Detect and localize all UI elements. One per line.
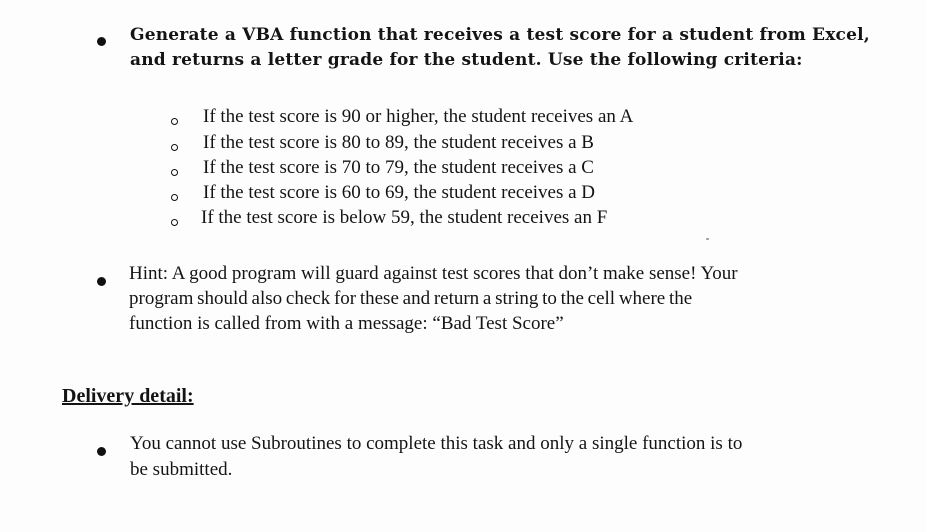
- delivery-line-1: You cannot use Subroutines to complete this task and only a single function is to: [130, 433, 743, 454]
- bullet-hint: [97, 277, 106, 286]
- bullet-delivery: [97, 447, 106, 456]
- task-line-1: Generate a VBA function that receives a test score for a student from Excel,: [130, 25, 870, 45]
- criteria-bullet-5: [171, 219, 178, 226]
- hint-line-2: program should also check for these and return a string to the cell where the: [129, 288, 693, 309]
- delivery-line-2: be submitted.: [130, 459, 233, 480]
- criteria-bullet-1: [171, 118, 178, 125]
- criteria-item-3: If the test score is 70 to 79, the student receives a C: [203, 157, 594, 178]
- hint-line-3: function is called from with a message: “Bad Test Score”: [129, 313, 564, 334]
- criteria-item-4: If the test score is 60 to 69, the student receives a D: [203, 182, 596, 203]
- scan-speck: [706, 238, 709, 240]
- hint-line-1: Hint: A good program will guard against test scores that don’t make sense! Your: [129, 263, 738, 284]
- criteria-bullet-4: [171, 194, 178, 201]
- criteria-item-5: If the test score is below 59, the student receives an F: [201, 207, 608, 228]
- criteria-item-2: If the test score is 80 to 89, the student receives a B: [203, 132, 594, 153]
- task-line-2: and returns a letter grade for the student. Use the following criteria:: [130, 50, 803, 70]
- bullet-task: [97, 37, 106, 46]
- criteria-bullet-3: [171, 169, 178, 176]
- criteria-item-1: If the test score is 90 or higher, the student receives an A: [203, 106, 634, 127]
- delivery-heading: Delivery detail:: [62, 385, 194, 407]
- criteria-bullet-2: [171, 144, 178, 151]
